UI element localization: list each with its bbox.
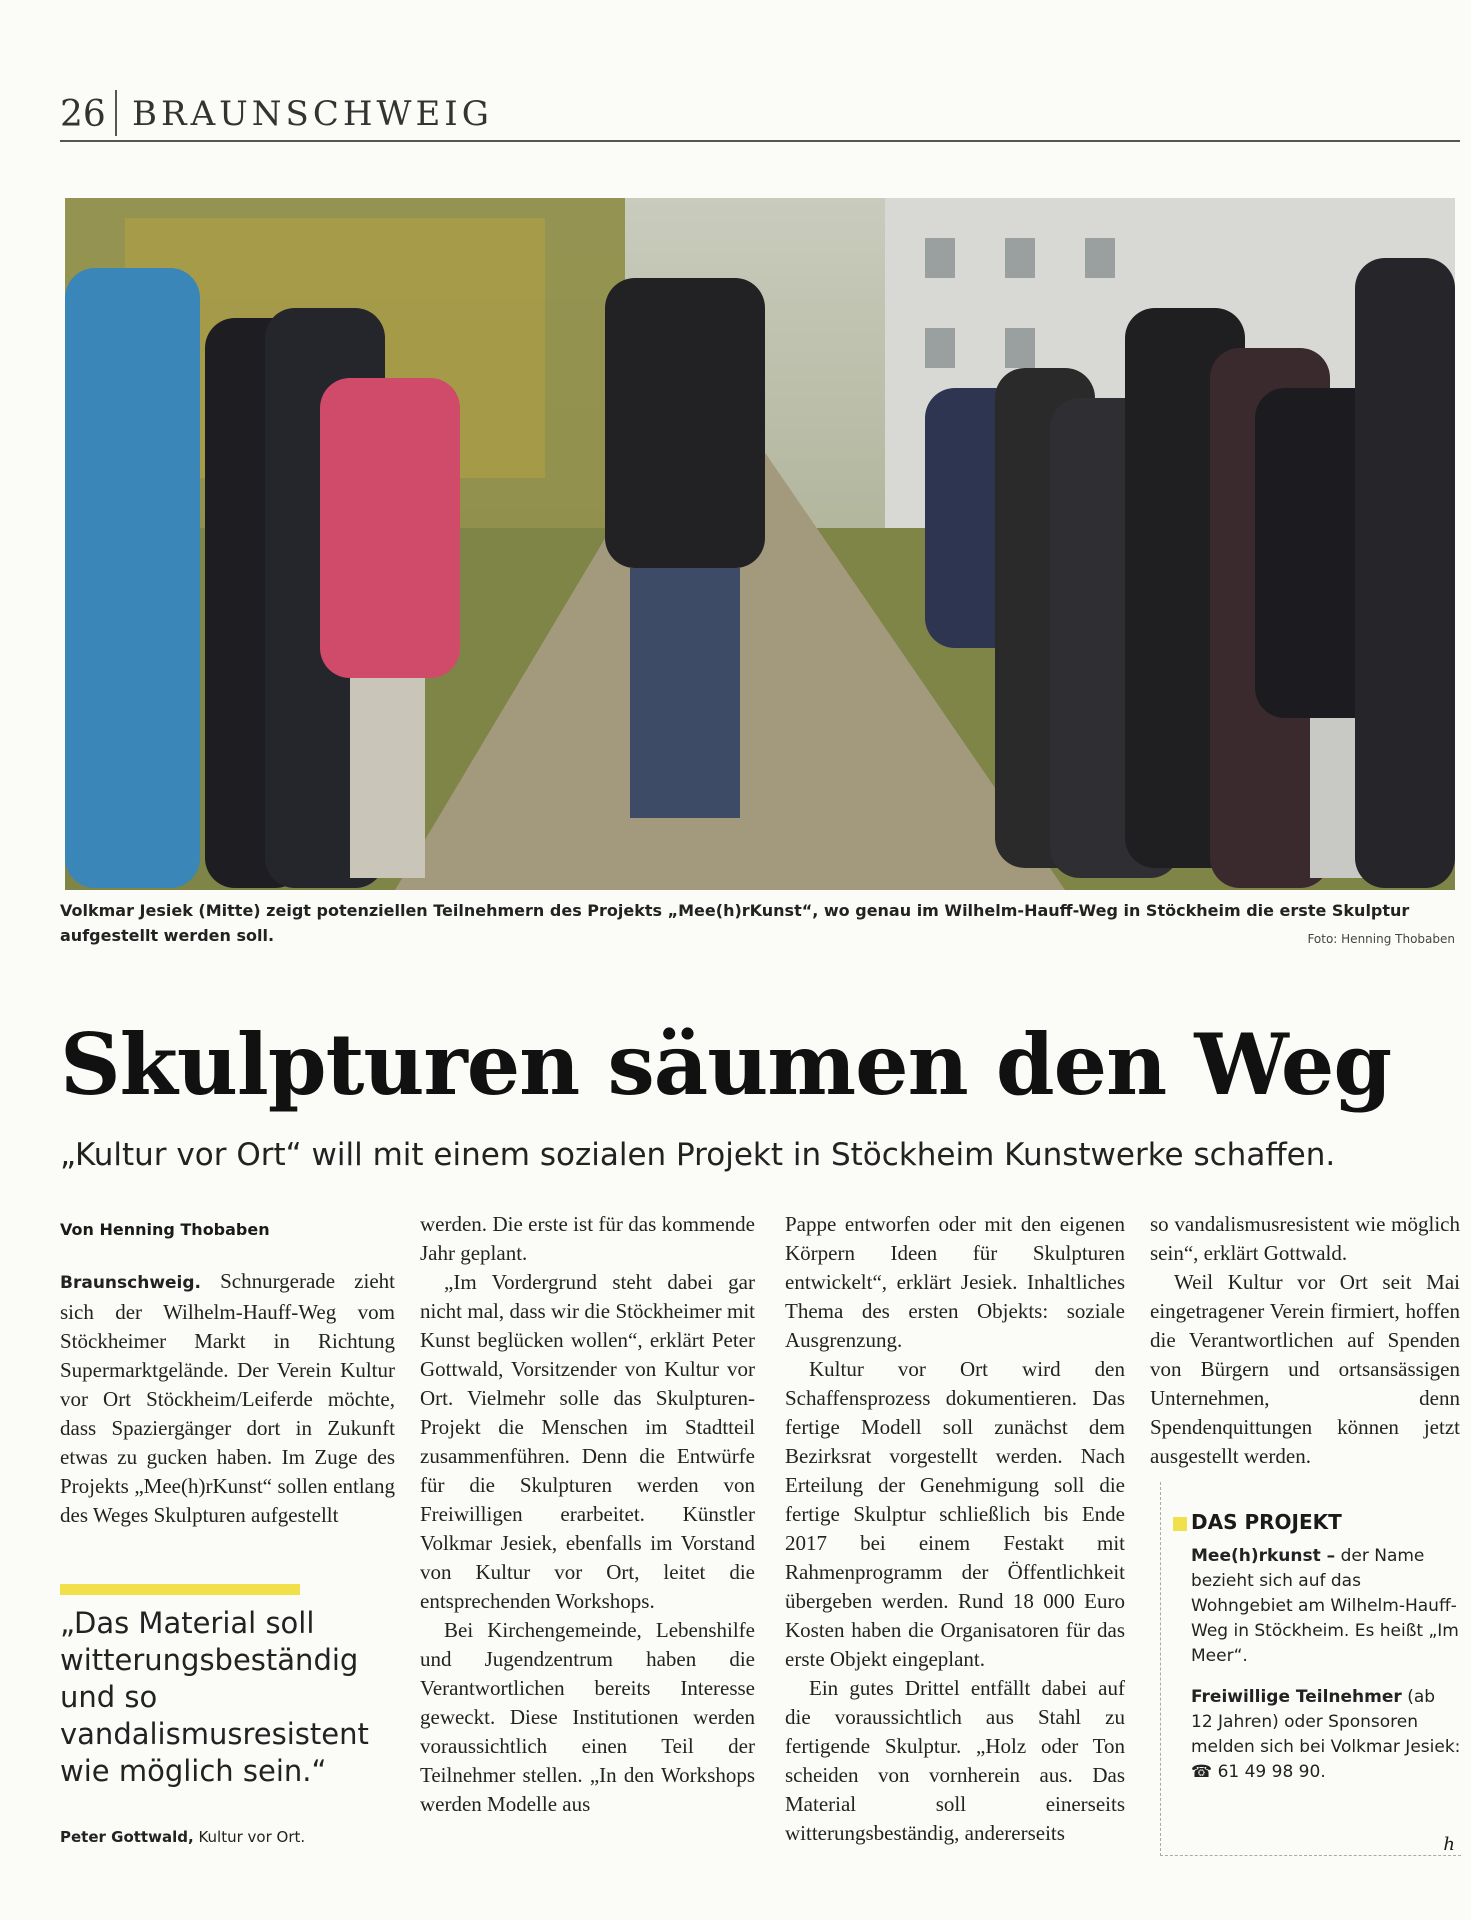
pullquote-source-name: Peter Gottwald,: [60, 1828, 194, 1846]
section-title: BRAUNSCHWEIG: [132, 94, 493, 134]
column-3-paragraph: Pappe entworfen oder mit den eigenen Körpern Ideen für Skulpturen entwickelt“, erklärt Jesiek. Inhaltliches Thema des ersten Objekts: soziale Ausgrenzung.: [785, 1212, 1125, 1352]
info-box-body: [1191, 1544, 1461, 1801]
photo-credit: Foto: Henning Thobaben: [1307, 932, 1455, 946]
column-1-text: Schnurgerade zieht sich der Wilhelm-Hauff-Weg vom Stöckheimer Markt in Richtung Supermarktgelände. Der Verein Kultur vor Ort Stöckheim/Leiferde möchte, dass Spaziergänger dort in Zukunft etwas zu gucken haben. Im Zuge des Projekts „Mee(h)rKunst“ sollen entlang des Weges Skulpturen aufgestellt: [60, 1269, 395, 1527]
yellow-square-icon: [1173, 1517, 1187, 1531]
info-box-title: [1173, 1510, 1342, 1534]
pullquote-text: „Das Material soll witterungsbeständig und so vandalismusresistent wie möglich sein.“: [60, 1606, 369, 1788]
article-photo: [65, 198, 1455, 890]
info-box-term: Freiwillige Teilnehmer: [1191, 1687, 1402, 1707]
page-number: 26: [60, 94, 106, 135]
pullquote-source-role: Kultur vor Ort.: [198, 1828, 306, 1846]
column-2-paragraph: Bei Kirchengemeinde, Lebenshilfe und Jugendzentrum haben die Verantwortlichen bereits Interesse geweckt. Diese Institutionen werden voraussichtlich einen Teil der Teilnehmer stellen. „In den Workshops werden Modelle aus: [420, 1618, 755, 1816]
info-box-desc: der Name bezieht sich auf das Wohngebiet am Wilhelm-Hauff-Weg in Stöckheim. Es heißt „Im Meer“.: [1191, 1546, 1459, 1666]
info-box-item: [1191, 1685, 1461, 1785]
author-mark: h: [1443, 1834, 1455, 1855]
article-column-3: [785, 1210, 1125, 1848]
headline: Skulpturen säumen den Weg: [60, 1015, 1392, 1114]
article-column-2: [420, 1210, 755, 1819]
info-box-term: Mee(h)rkunst –: [1191, 1546, 1336, 1566]
column-2-paragraph: werden. Die erste ist für das kommende Jahr geplant.: [420, 1212, 755, 1265]
column-3-paragraph: Kultur vor Ort wird den Schaffensprozess dokumentieren. Das fertige Modell soll zunächst dem Bezirksrat vorgestellt werden. Nach Erteilung der Genehmigung soll die fertige Skulptur schließlich bis Ende 2017 bei einem Festakt mit Rahmenprogramm der Öffentlichkeit übergeben werden. Rund 18 000 Euro Kosten haben die Organisatoren für das erste Objekt eingeplant.: [785, 1357, 1125, 1671]
photo-caption: Volkmar Jesiek (Mitte) zeigt potenziellen Teilnehmern des Projekts „Mee(h)rKunst“, wo genau im Wilhelm-Hauff-Weg in Stöckheim die erste Skulptur aufgestellt werden soll.: [60, 901, 1410, 945]
info-box: [1160, 1482, 1461, 1856]
column-4-paragraph: Weil Kultur vor Ort seit Mai eingetragener Verein firmiert, hoffen die Verantwortlichen auf Spenden von Bürgern und ortsansässigen Unternehmen, denn Spendenquittungen können jetzt ausgestellt werden.: [1150, 1270, 1460, 1468]
page-header: [60, 90, 1460, 142]
column-2-paragraph: „Im Vordergrund steht dabei gar nicht mal, dass wir die Stöckheimer mit Kunst beglücken wollen“, erklärt Peter Gottwald, Vorsitzender von Kultur vor Ort. Vielmehr solle das Skulpturen-Projekt die Menschen im Stadtteil zusammenführen. Denn die Entwürfe für die Skulpturen werden von Freiwilligen erarbeitet. Künstler Volkmar Jesiek, ebenfalls im Vorstand von Kultur vor Ort, leitet die entsprechenden Workshops.: [420, 1270, 755, 1613]
info-box-item: [1191, 1544, 1461, 1669]
byline: Von Henning Thobaben: [60, 1220, 270, 1239]
column-4-paragraph: so vandalismusresistent wie möglich sein“, erklärt Gottwald.: [1150, 1212, 1460, 1265]
info-box-title-text: DAS PROJEKT: [1191, 1510, 1342, 1534]
pullquote-bar: [60, 1584, 300, 1595]
column-3-paragraph: Ein gutes Drittel entfällt dabei auf die voraussichtlich aus Stahl zu fertigende Skulptur. „Holz oder Ton scheiden von vornherein aus. Das Material soll einerseits witterungsbeständig, andererseits: [785, 1676, 1125, 1845]
info-box-desc: (ab 12 Jahren) oder Sponsoren melden sich bei Volkmar Jesiek: ☎ 61 49 98 90.: [1191, 1687, 1461, 1782]
article-column-1: [60, 1267, 395, 1530]
pullquote-source: [60, 1828, 305, 1846]
article-column-4: [1150, 1210, 1460, 1471]
photo-illustration: [65, 198, 1455, 890]
header-divider: [115, 90, 117, 136]
subheadline: „Kultur vor Ort“ will mit einem sozialen Projekt in Stöckheim Kunstwerke schaffen.: [60, 1137, 1336, 1173]
dateline: Braunschweig.: [60, 1273, 202, 1293]
